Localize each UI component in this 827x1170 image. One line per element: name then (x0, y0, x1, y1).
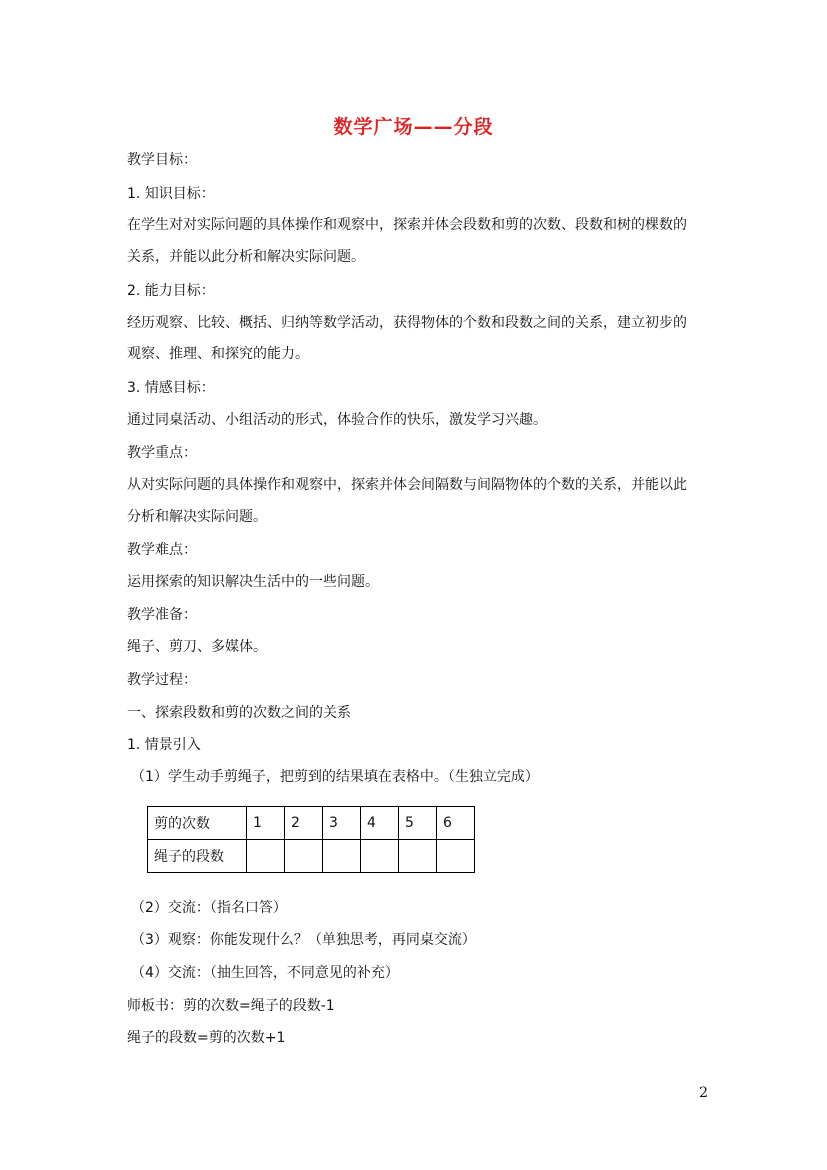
text-line: （1）学生动手剪绳子，把剪到的结果填在表格中。（生独立完成） (131, 769, 539, 785)
table-cell: 3 (323, 807, 361, 840)
text-line: 经历观察、比较、概括、归纳等数学活动，获得物体的个数和段数之间的关系，建立初步的 (127, 315, 687, 331)
text-line: 绳子的段数=剪的次数+1 (127, 1030, 286, 1046)
table-cell (247, 840, 285, 873)
text-line: 观察、推理、和探究的能力。 (127, 346, 309, 362)
text-line: 教学难点： (127, 542, 197, 558)
table-cell (437, 840, 475, 873)
table-cell (361, 840, 399, 873)
text-line: 一、探索段数和剪的次数之间的关系 (127, 705, 351, 721)
text-line: 关系，并能以此分析和解决实际问题。 (127, 249, 365, 265)
text-line: 2. 能力目标： (127, 283, 215, 299)
text-line: 在学生对对实际问题的具体操作和观察中，探索并体会段数和剪的次数、段数和树的棵数的 (127, 217, 687, 233)
table-row-header: 绳子的段数 (148, 840, 247, 873)
text-line: 3. 情感目标： (127, 380, 215, 396)
text-line: 从对实际问题的具体操作和观察中，探索并体会间隔数与间隔物体的个数的关系，并能以此 (127, 477, 687, 493)
text-line: 教学重点： (127, 445, 197, 461)
table-cell: 1 (247, 807, 285, 840)
text-line: （3）观察：你能发现什么？（单独思考，再同桌交流） (131, 932, 476, 948)
text-line: 1. 情景引入 (127, 737, 201, 753)
text-line: 通过同桌活动、小组活动的形式，体验合作的快乐，激发学习兴趣。 (127, 412, 547, 428)
text-line: （2）交流：（指名口答） (131, 900, 287, 916)
data-table (147, 806, 475, 873)
page-title: 数学广场——分段 (333, 116, 494, 138)
table-cell: 2 (285, 807, 323, 840)
text-line: 师板书：剪的次数=绳子的段数-1 (127, 998, 335, 1014)
table-cell (285, 840, 323, 873)
text-line: 分析和解决实际问题。 (127, 509, 267, 525)
page-number: 2 (699, 1085, 708, 1101)
text-line: 运用探索的知识解决生活中的一些问题。 (127, 574, 379, 590)
text-line: （4）交流：（抽生回答，不同意见的补充） (131, 965, 399, 981)
table-cell: 5 (399, 807, 437, 840)
table-row (148, 807, 475, 840)
table-row-header: 剪的次数 (148, 807, 247, 840)
table-cell (323, 840, 361, 873)
table-row (148, 840, 475, 873)
table-cell: 4 (361, 807, 399, 840)
text-line: 1. 知识目标： (127, 186, 215, 202)
text-line: 教学过程： (127, 672, 197, 688)
text-line: 绳子、剪刀、多媒体。 (127, 639, 267, 655)
text-line: 教学准备： (127, 607, 197, 623)
table-cell: 6 (437, 807, 475, 840)
table-cell (399, 840, 437, 873)
text-line: 教学目标： (127, 152, 197, 168)
